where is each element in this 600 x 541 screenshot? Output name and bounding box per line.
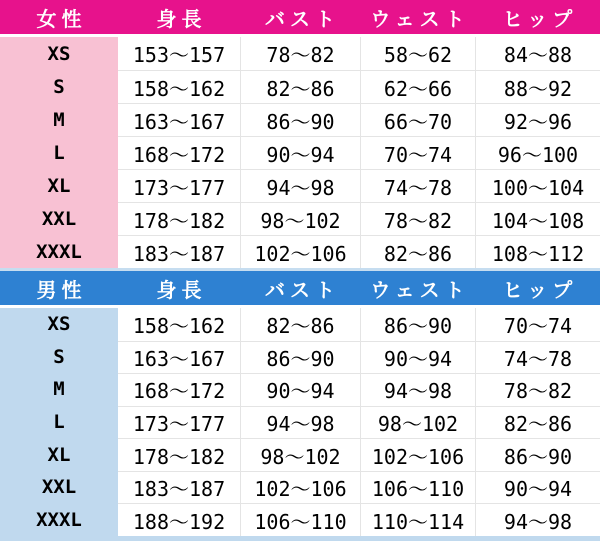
size-label: L	[0, 136, 118, 169]
column-header-1: 身長	[156, 277, 207, 302]
column-header-3: ウェスト	[370, 277, 470, 302]
women-row-s	[0, 70, 600, 103]
women-row-l	[0, 136, 600, 169]
bottom-border-strip	[0, 536, 600, 541]
size-label: L	[0, 406, 118, 439]
measurement-cell: 82～86	[240, 308, 360, 341]
measurement-cell: 106～110	[240, 503, 360, 536]
measurement-cell: 173～177	[118, 169, 240, 202]
size-label: S	[0, 70, 118, 103]
column-header-3: ウェスト	[370, 6, 470, 31]
column-header-4: ヒップ	[502, 277, 578, 302]
women-row-m	[0, 103, 600, 136]
women-row-xxxl	[0, 235, 600, 268]
men-row-m	[0, 373, 600, 406]
measurement-cell: 90～94	[475, 471, 600, 504]
measurement-cell: 78～82	[360, 202, 475, 235]
measurement-cell: 178～182	[118, 202, 240, 235]
column-header-4: ヒップ	[502, 6, 578, 31]
measurement-cell: 188～192	[118, 503, 240, 536]
size-label: XS	[0, 308, 118, 341]
table-body	[0, 308, 600, 536]
table-header-row	[0, 0, 600, 34]
measurement-cell: 88～92	[475, 70, 600, 103]
size-label: XXL	[0, 202, 118, 235]
size-label: S	[0, 341, 118, 374]
measurement-cell: 82～86	[475, 406, 600, 439]
measurement-cell: 96～100	[475, 136, 600, 169]
measurement-cell: 168～172	[118, 373, 240, 406]
measurement-cell: 108～112	[475, 235, 600, 268]
size-label: XXL	[0, 471, 118, 504]
column-header-2: バスト	[265, 277, 340, 302]
measurement-cell: 70～74	[475, 308, 600, 341]
measurement-cell: 84～88	[475, 37, 600, 70]
measurement-cell: 94～98	[475, 503, 600, 536]
measurement-cell: 158～162	[118, 70, 240, 103]
measurement-cell: 90～94	[360, 341, 475, 374]
measurement-cell: 90～94	[240, 136, 360, 169]
measurement-cell: 153～157	[118, 37, 240, 70]
measurement-cell: 183～187	[118, 471, 240, 504]
measurement-cell: 173～177	[118, 406, 240, 439]
column-header-2: バスト	[265, 6, 340, 31]
men-row-xxl	[0, 471, 600, 504]
measurement-cell: 70～74	[360, 136, 475, 169]
measurement-cell: 168～172	[118, 136, 240, 169]
measurement-cell: 110～114	[360, 503, 475, 536]
size-label: XXXL	[0, 503, 118, 536]
measurement-cell: 78～82	[475, 373, 600, 406]
women-section-title: 女性	[36, 6, 87, 31]
size-label: XS	[0, 37, 118, 70]
measurement-cell: 102～106	[240, 471, 360, 504]
measurement-cell: 163～167	[118, 341, 240, 374]
size-label: XL	[0, 438, 118, 471]
measurement-cell: 86～90	[240, 341, 360, 374]
women-row-xxl	[0, 202, 600, 235]
measurement-cell: 94～98	[240, 406, 360, 439]
men-row-xs	[0, 308, 600, 341]
measurement-cell: 183～187	[118, 235, 240, 268]
measurement-cell: 62～66	[360, 70, 475, 103]
measurement-cell: 98～102	[240, 438, 360, 471]
measurement-cell: 86～90	[360, 308, 475, 341]
measurement-cell: 106～110	[360, 471, 475, 504]
women-row-xl	[0, 169, 600, 202]
measurement-cell: 78～82	[240, 37, 360, 70]
size-label: M	[0, 373, 118, 406]
measurement-cell: 82～86	[360, 235, 475, 268]
measurement-cell: 104～108	[475, 202, 600, 235]
measurement-cell: 158～162	[118, 308, 240, 341]
men-row-l	[0, 406, 600, 439]
size-label: M	[0, 103, 118, 136]
measurement-cell: 98～102	[240, 202, 360, 235]
measurement-cell: 92～96	[475, 103, 600, 136]
measurement-cell: 66～70	[360, 103, 475, 136]
men-section-title: 男性	[36, 277, 87, 302]
measurement-cell: 74～78	[475, 341, 600, 374]
measurement-cell: 102～106	[360, 438, 475, 471]
measurement-cell: 102～106	[240, 235, 360, 268]
measurement-cell: 82～86	[240, 70, 360, 103]
measurement-cell: 58～62	[360, 37, 475, 70]
table-body	[0, 37, 600, 268]
measurement-cell: 100～104	[475, 169, 600, 202]
measurement-cell: 94～98	[240, 169, 360, 202]
measurement-cell: 163～167	[118, 103, 240, 136]
men-row-xl	[0, 438, 600, 471]
women-row-xs	[0, 37, 600, 70]
measurement-cell: 98～102	[360, 406, 475, 439]
men-row-xxxl	[0, 503, 600, 536]
men-size-table	[0, 271, 600, 536]
measurement-cell: 94～98	[360, 373, 475, 406]
measurement-cell: 86～90	[475, 438, 600, 471]
measurement-cell: 178～182	[118, 438, 240, 471]
column-header-1: 身長	[156, 6, 207, 31]
size-label: XL	[0, 169, 118, 202]
table-header-row	[0, 271, 600, 305]
size-label: XXXL	[0, 235, 118, 268]
measurement-cell: 74～78	[360, 169, 475, 202]
men-row-s	[0, 341, 600, 374]
measurement-cell: 86～90	[240, 103, 360, 136]
women-size-table	[0, 0, 600, 268]
measurement-cell: 90～94	[240, 373, 360, 406]
